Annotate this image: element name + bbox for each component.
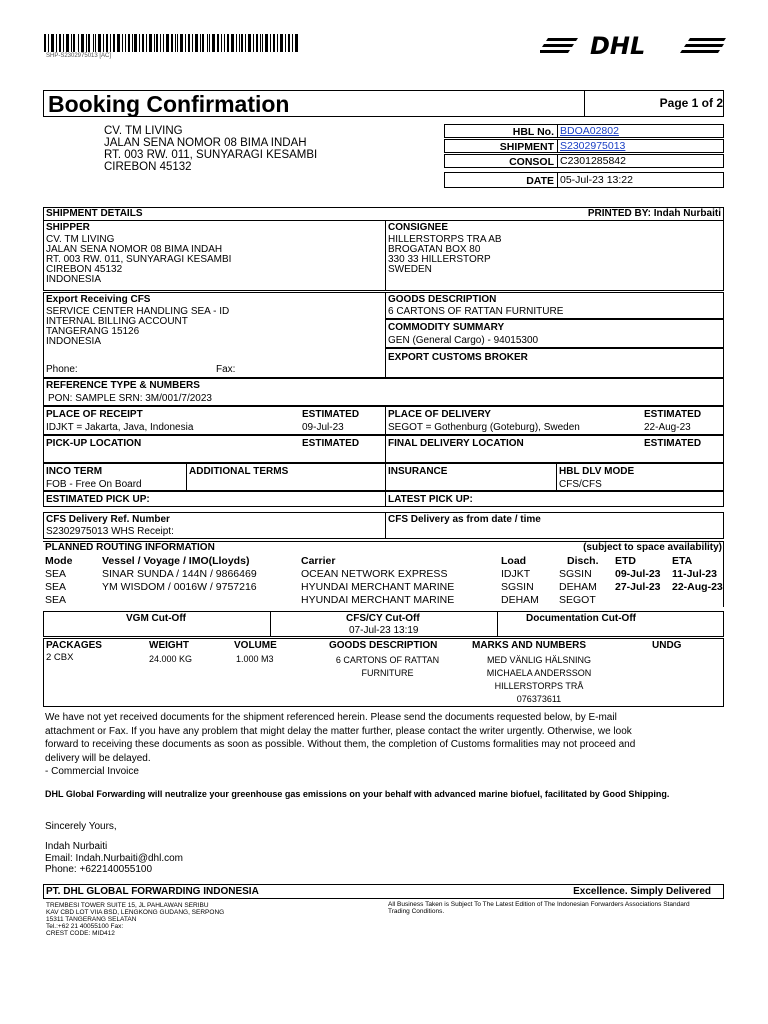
signer-email: Email: Indah.Nurbaiti@dhl.com (45, 852, 183, 864)
insurance-divider (556, 464, 557, 490)
consignee-line: 330 33 HILLERSTORP (388, 254, 491, 265)
sender-line: JALAN SENA NOMOR 08 BIMA INDAH (104, 137, 307, 149)
routing-load: SGSIN (501, 581, 534, 593)
marks-line: 076373611 (516, 694, 562, 704)
phone-label: Phone: (46, 364, 78, 375)
routing-carrier: OCEAN NETWORK EXPRESS (301, 568, 448, 580)
routing-load: DEHAM (501, 594, 539, 606)
body-line: attachment or Fax. If you have any problem that might delay the matter further, please contact the writer urgently. Otherwise, we look (45, 725, 632, 737)
place-of-receipt-label: PLACE OF RECEIPT (46, 409, 143, 420)
routing-box (43, 541, 724, 607)
routing-etd: 09-Jul-23 (615, 568, 661, 580)
routing-header-etd: ETD (615, 555, 636, 567)
final-estimated-label: ESTIMATED (644, 438, 702, 449)
body-line: delivery will be delayed. (45, 752, 151, 764)
export-customs-broker-label: EXPORT CUSTOMS BROKER (388, 352, 528, 363)
estimated-pickup-box (43, 491, 386, 507)
hbl-dlv-mode-label: HBL DLV MODE (559, 466, 635, 477)
consignee-line: BROGATAN BOX 80 (388, 244, 481, 255)
routing-mode: SEA (45, 581, 67, 593)
footer-address-line: Tel.:+62 21 40055100 Fax: (46, 923, 124, 930)
consol-value: C2301285842 (557, 155, 723, 167)
hbl-label: HBL No. (512, 126, 554, 138)
routing-header-vessel: Vessel / Voyage / IMO(Lloyds) (102, 555, 250, 567)
cfs-ref-label: CFS Delivery Ref. Number (46, 514, 170, 525)
footer-address (46, 902, 224, 937)
additional-terms-label: ADDITIONAL TERMS (189, 466, 289, 477)
routing-carrier: HYUNDAI MERCHANT MARINE (301, 594, 455, 606)
sender-line: CV. TM LIVING (104, 125, 183, 137)
routing-mode: SEA (45, 568, 67, 580)
packages-box (43, 638, 724, 707)
barcode-image (44, 34, 298, 52)
place-of-delivery-value: SEGOT = Gothenburg (Goteburg), Sweden (388, 422, 580, 433)
footer-address-line: KAV CBD LOT VIIA BSD, LENGKONG GUDANG, SERPONG (46, 909, 225, 916)
consignee-line: HILLERSTORPS TRA AB (388, 234, 502, 245)
body-paragraph (45, 711, 635, 779)
shipment-label: SHIPMENT (499, 141, 554, 153)
export-cfs-box (43, 292, 386, 378)
routing-header-mode: Mode (45, 555, 73, 567)
signer-name: Indah Nurbaiti (45, 841, 108, 852)
footer-slogan: Excellence. Simply Delivered (573, 886, 711, 897)
shipper-line: CIREBON 45132 (46, 264, 123, 275)
closing-salutation: Sincerely Yours, (45, 821, 117, 832)
hbl-row (444, 124, 724, 138)
green-note: DHL Global Forwarding will neutralize your greenhouse gas emissions on your behalf with advanced marine biofuel, facilitated by Good Shipping. (45, 789, 670, 799)
volume-value: 1.000 M3 (236, 654, 274, 664)
body-line: forward to receiving these documents as soon as possible. Without them, the completion of Customs formalities may not proceed and (45, 739, 636, 750)
inco-term-label: INCO TERM (46, 466, 103, 477)
final-delivery-box (385, 435, 724, 463)
shipper-line: RT. 003 RW. 011, SUNYARAGI KESAMBI (46, 254, 232, 265)
routing-disch: SEGOT (559, 594, 596, 606)
insurance-label: INSURANCE (388, 466, 448, 477)
goods-line: FURNITURE (361, 668, 414, 678)
packages-value: 2 CBX (46, 652, 74, 663)
routing-eta: 22-Aug-23 (672, 581, 723, 593)
latest-pickup-label: LATEST PICK UP: (388, 494, 473, 505)
consol-row (444, 154, 724, 168)
place-of-receipt-box (43, 406, 386, 435)
sender-line: RT. 003 RW. 011, SUNYARAGI KESAMBI (104, 149, 318, 161)
barcode-caption: SHP-S2302975013 [AC] (46, 53, 112, 59)
cfs-from-label: CFS Delivery as from date / time (388, 514, 541, 525)
footer-terms-line: All Business Taken is Subject To The Latest Edition of The Indonesian Forwarders Associations Standard (388, 901, 690, 908)
footer-company: PT. DHL GLOBAL FORWARDING INDONESIA (46, 886, 259, 897)
cutoff-divider (270, 612, 271, 636)
receipt-date: 09-Jul-23 (302, 422, 344, 433)
cutoff-divider (497, 612, 498, 636)
commodity-summary-box (385, 319, 724, 348)
routing-mode: SEA (45, 594, 67, 606)
shipment-row (444, 139, 724, 153)
marks-line: MED VÄNLIG HÄLSNING (486, 655, 592, 665)
consignee-label: CONSIGNEE (388, 222, 449, 233)
routing-load: IDJKT (501, 568, 531, 580)
delivery-date: 22-Aug-23 (644, 422, 691, 433)
insurance-box (385, 463, 724, 491)
signer-phone: Phone: +622140055100 (45, 864, 153, 875)
sender-line: CIREBON 45132 (104, 161, 192, 173)
page-title: Booking Confirmation (48, 91, 290, 117)
weight-value: 24.000 KG (149, 654, 193, 664)
body-line: - Commercial Invoice (45, 766, 139, 777)
cfs-cy-cutoff-label: CFS/CY Cut-Off (346, 613, 420, 624)
documentation-cutoff-label: Documentation Cut-Off (526, 613, 636, 624)
goods-description-box (385, 292, 724, 319)
consignee-line: SWEDEN (388, 264, 432, 275)
reference-label: REFERENCE TYPE & NUMBERS (46, 380, 200, 391)
routing-etd: 27-Jul-23 (615, 581, 661, 593)
sender-address (104, 125, 317, 173)
goods-header: GOODS DESCRIPTION (329, 640, 438, 651)
shipper-line: INDONESIA (46, 274, 102, 285)
vgm-cutoff-label: VGM Cut-Off (126, 613, 186, 624)
date-label: DATE (526, 175, 554, 187)
cfs-ref-value: S2302975013 WHS Receipt: (46, 526, 174, 537)
shipper-line: CV. TM LIVING (46, 234, 115, 245)
goods-description-value: 6 CARTONS OF RATTAN FURNITURE (388, 306, 564, 317)
signer-block (45, 841, 183, 876)
reference-box (43, 378, 724, 406)
page-counter-box (584, 90, 725, 117)
routing-disch: DEHAM (559, 581, 597, 593)
commodity-summary-value: GEN (General Cargo) - 94015300 (388, 335, 539, 346)
routing-carrier: HYUNDAI MERCHANT MARINE (301, 581, 455, 593)
routing-eta: 11-Jul-23 (672, 568, 717, 580)
marks-line: MICHAELA ANDERSSON (486, 668, 592, 678)
final-delivery-label: FINAL DELIVERY LOCATION (388, 438, 524, 449)
routing-label: PLANNED ROUTING INFORMATION (45, 542, 215, 553)
shipper-box (43, 220, 386, 291)
export-cfs-label: Export Receiving CFS (46, 294, 151, 305)
dhl-logo (540, 33, 726, 57)
pickup-location-box (43, 435, 386, 463)
date-row (444, 172, 724, 188)
delivery-estimated-label: ESTIMATED (644, 409, 702, 420)
place-of-delivery-label: PLACE OF DELIVERY (388, 409, 491, 420)
goods-description-label: GOODS DESCRIPTION (388, 294, 497, 305)
body-line: We have not yet received documents for the shipment referenced herein. Please send the documents requested below, by E-mail (45, 712, 617, 723)
inco-term-box (43, 463, 386, 491)
consignee-box (385, 220, 724, 291)
place-of-receipt-value: IDJKT = Jakarta, Java, Indonesia (46, 422, 194, 433)
hbl-dlv-mode-value: CFS/CFS (559, 479, 602, 490)
estimated-pickup-label: ESTIMATED PICK UP: (46, 494, 150, 505)
export-cfs-line: INTERNAL BILLING ACCOUNT (46, 316, 188, 327)
shipment-details-label: SHIPMENT DETAILS (46, 208, 143, 219)
weight-header: WEIGHT (149, 640, 189, 651)
routing-header-disch: Disch. (567, 555, 599, 567)
hbl-link[interactable]: BDOA02802 (560, 125, 619, 137)
fax-label: Fax: (216, 364, 236, 375)
place-of-delivery-box (385, 406, 724, 435)
footer-address-line: TREMBESI TOWER SUITE 15, JL PAHLAWAN SERIBU (46, 902, 209, 909)
svg-text:DHL: DHL (590, 33, 646, 57)
footer-terms (388, 901, 690, 915)
consol-label: CONSOL (509, 156, 554, 168)
latest-pickup-box (385, 491, 724, 507)
title-bar (43, 90, 724, 117)
volume-header: VOLUME (234, 640, 277, 651)
marks-line: HILLERSTORPS TRÅ (494, 681, 584, 691)
footer-header (43, 884, 724, 899)
routing-disch: SGSIN (559, 568, 592, 580)
routing-header-load: Load (501, 555, 527, 567)
footer-address-line: 15311 TANGERANG SELATAN (46, 916, 137, 923)
receipt-estimated-label: ESTIMATED (302, 409, 360, 420)
goods-line: 6 CARTONS OF RATTAN (335, 655, 440, 665)
shipper-label: SHIPPER (46, 222, 90, 233)
cfs-from-box (385, 512, 724, 539)
routing-note: (subject to space availability) (583, 542, 722, 553)
shipper-line: JALAN SENA NOMOR 08 BIMA INDAH (46, 244, 223, 255)
cfs-cy-cutoff-value: 07-Jul-23 13:19 (349, 625, 419, 636)
commodity-summary-label: COMMODITY SUMMARY (388, 322, 505, 333)
shipment-link[interactable]: S2302975013 (560, 140, 626, 152)
packages-header: PACKAGES (46, 640, 102, 651)
cfs-ref-box (43, 512, 386, 539)
page-number: Page 1 of 2 (659, 96, 723, 110)
cutoffs-box (43, 611, 724, 637)
undg-header: UNDG (652, 640, 682, 651)
footer-terms-line: Trading Conditions. (388, 908, 445, 915)
shipment-details-header (43, 207, 724, 220)
export-customs-broker-box (385, 348, 724, 378)
footer-address-line: CREST CODE: MID412 (46, 930, 115, 937)
inco-term-value: FOB - Free On Board (46, 479, 142, 490)
routing-vessel: SINAR SUNDA / 144N / 9866469 (102, 568, 257, 580)
marks-header: MARKS AND NUMBERS (472, 640, 587, 651)
pickup-location-label: PICK-UP LOCATION (46, 438, 142, 449)
date-value: 05-Jul-23 13:22 (557, 173, 723, 187)
routing-header-carrier: Carrier (301, 555, 336, 567)
inco-divider (186, 464, 187, 490)
reference-value: PON: SAMPLE SRN: 3M/001/7/2023 (48, 393, 212, 404)
routing-vessel: YM WISDOM / 0016W / 9757216 (102, 581, 257, 593)
export-cfs-line: INDONESIA (46, 336, 102, 347)
printed-by: PRINTED BY: Indah Nurbaiti (587, 208, 721, 219)
export-cfs-line: SERVICE CENTER HANDLING SEA - ID (46, 306, 230, 317)
export-cfs-line: TANGERANG 15126 (46, 326, 140, 337)
routing-header-eta: ETA (672, 555, 693, 567)
pickup-estimated-label: ESTIMATED (302, 438, 360, 449)
